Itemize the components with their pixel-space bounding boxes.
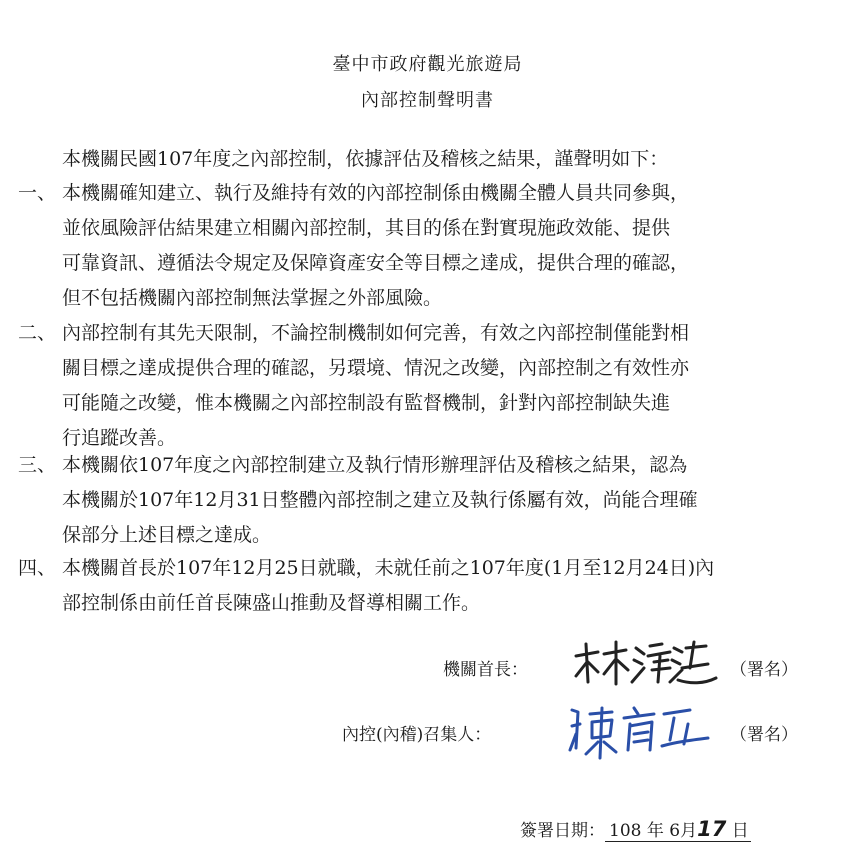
item-number: 四、 <box>18 557 57 579</box>
date-month: 6 <box>669 821 681 841</box>
item-line: 部控制係由前任首長陳盛山推動及督導相關工作。 <box>62 592 481 614</box>
item-number: 三、 <box>18 454 57 476</box>
date-year: 108 <box>609 821 642 841</box>
signing-date-value <box>605 816 751 842</box>
item-line: 保部分上述目標之達成。 <box>62 524 272 546</box>
item-number: 一、 <box>18 182 57 204</box>
date-year-unit: 年 <box>646 821 664 841</box>
item-line: 但不包括機關內部控制無法掌握之外部風險。 <box>62 287 443 309</box>
item-line: 本機關首長於107年12月25日就職，未就任前之107年度(1月至12月24日)內 <box>62 557 715 579</box>
item-line: 可靠資訊、遵循法令規定及保障資產安全等目標之達成，提供合理的確認， <box>62 252 690 274</box>
item-line: 可能隨之改變，惟本機關之內部控制設有監督機制，針對內部控制缺失進 <box>62 392 671 414</box>
convener-handwritten-signature <box>564 700 714 760</box>
item-line: 關目標之達成提供合理的確認，另環境、情況之改變，內部控制之有效性亦 <box>62 357 690 379</box>
statement-title: 內部控制聲明書 <box>361 90 494 111</box>
item-number: 二、 <box>18 322 57 344</box>
item-line: 本機關依107年度之內部控制建立及執行情形辦理評估及稽核之結果，認為 <box>62 454 688 476</box>
convener-signature-note: （署名） <box>730 725 798 745</box>
item-line: 並依風險評估結果建立相關內部控制，其目的係在對實現施政效能、提供 <box>62 217 671 239</box>
signing-date-label: 簽署日期： <box>520 821 605 841</box>
signing-date <box>520 816 751 842</box>
agency-name: 臺中市政府觀光旅遊局 <box>332 54 523 75</box>
date-day-handwritten: 17 <box>697 817 727 841</box>
intro-paragraph: 本機關民國107年度之內部控制，依據評估及稽核之結果，謹聲明如下： <box>62 148 669 170</box>
item-line: 本機關確知建立、執行及維持有效的內部控制係由機關全體人員共同參與， <box>62 182 690 204</box>
item-line: 行追蹤改善。 <box>62 427 177 449</box>
convener-signature-label: 內控(內稽)召集人： <box>342 725 492 745</box>
item-line: 內部控制有其先天限制，不論控制機制如何完善，有效之內部控制僅能對相 <box>62 322 690 344</box>
item-line: 本機關於107年12月31日整體內部控制之建立及執行係屬有效，尚能合理確 <box>62 489 698 511</box>
head-handwritten-signature <box>570 638 720 688</box>
date-month-unit: 月 <box>680 821 698 841</box>
head-signature-note: （署名） <box>730 660 798 680</box>
date-day-unit: 日 <box>731 821 749 841</box>
head-signature-label: 機關首長： <box>443 660 528 680</box>
